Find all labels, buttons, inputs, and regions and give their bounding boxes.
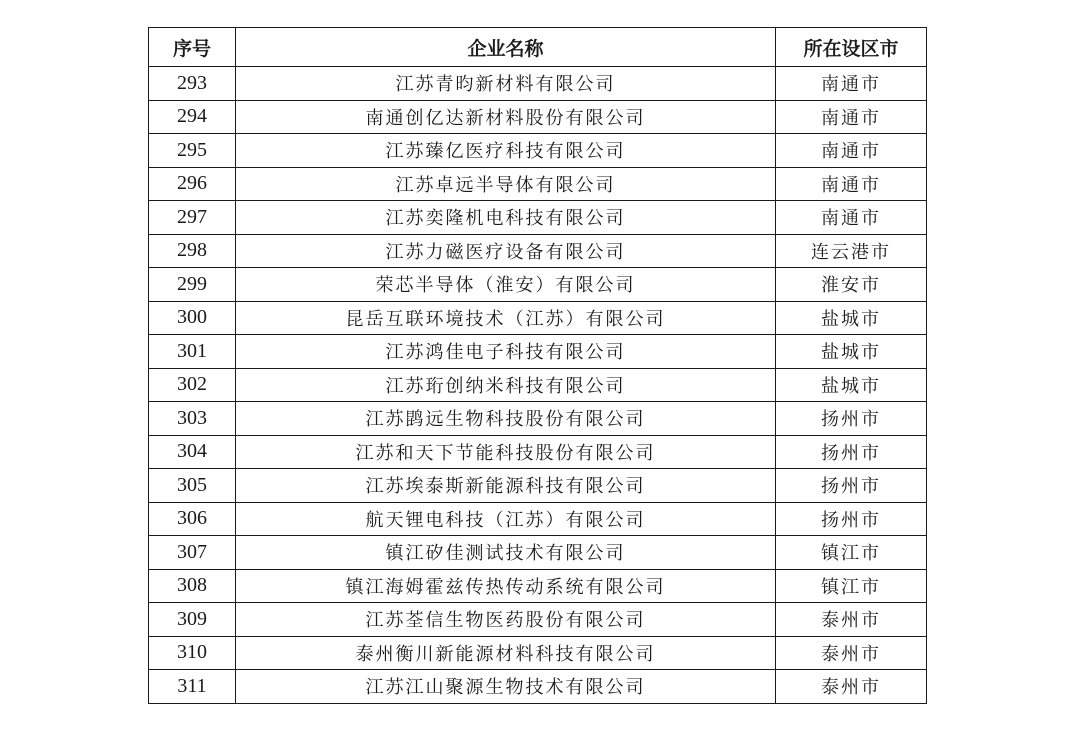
- cell-city: 盐城市: [776, 335, 927, 369]
- cell-city: 镇江市: [776, 569, 927, 603]
- table-row: [149, 502, 927, 536]
- cell-city: 南通市: [776, 167, 927, 201]
- cell-city: 南通市: [776, 67, 927, 101]
- table-row: [149, 134, 927, 168]
- table-row: [149, 670, 927, 704]
- cell-city: 镇江市: [776, 536, 927, 570]
- cell-no: 301: [149, 335, 236, 369]
- cell-no: 295: [149, 134, 236, 168]
- cell-no: 299: [149, 268, 236, 302]
- table-row: [149, 569, 927, 603]
- cell-no: 300: [149, 301, 236, 335]
- cell-city: 泰州市: [776, 636, 927, 670]
- cell-company: 昆岳互联环境技术（江苏）有限公司: [236, 301, 776, 335]
- cell-company: 江苏荃信生物医药股份有限公司: [236, 603, 776, 637]
- cell-company: 泰州衡川新能源材料科技有限公司: [236, 636, 776, 670]
- cell-no: 296: [149, 167, 236, 201]
- cell-city: 南通市: [776, 134, 927, 168]
- cell-company: 江苏奕隆机电科技有限公司: [236, 201, 776, 235]
- table-row: [149, 636, 927, 670]
- cell-company: 荣芯半导体（淮安）有限公司: [236, 268, 776, 302]
- company-table: [148, 27, 927, 704]
- cell-city: 南通市: [776, 201, 927, 235]
- cell-city: 盐城市: [776, 301, 927, 335]
- cell-company: 江苏珩创纳米科技有限公司: [236, 368, 776, 402]
- cell-city: 连云港市: [776, 234, 927, 268]
- table-row: [149, 100, 927, 134]
- cell-no: 303: [149, 402, 236, 436]
- table-row: [149, 536, 927, 570]
- cell-no: 302: [149, 368, 236, 402]
- table-header-row: [149, 28, 927, 67]
- cell-city: 扬州市: [776, 469, 927, 503]
- cell-city: 扬州市: [776, 502, 927, 536]
- table-row: [149, 201, 927, 235]
- header-city: 所在设区市: [776, 28, 927, 67]
- cell-company: 江苏力磁医疗设备有限公司: [236, 234, 776, 268]
- cell-no: 305: [149, 469, 236, 503]
- table-row: [149, 469, 927, 503]
- cell-no: 298: [149, 234, 236, 268]
- cell-no: 309: [149, 603, 236, 637]
- cell-city: 扬州市: [776, 402, 927, 436]
- cell-no: 293: [149, 67, 236, 101]
- table-row: [149, 335, 927, 369]
- cell-company: 江苏臻亿医疗科技有限公司: [236, 134, 776, 168]
- table-row: [149, 67, 927, 101]
- table-row: [149, 435, 927, 469]
- table-row: [149, 301, 927, 335]
- cell-city: 淮安市: [776, 268, 927, 302]
- cell-no: 310: [149, 636, 236, 670]
- cell-no: 308: [149, 569, 236, 603]
- cell-company: 江苏埃泰斯新能源科技有限公司: [236, 469, 776, 503]
- cell-company: 江苏卓远半导体有限公司: [236, 167, 776, 201]
- header-company: 企业名称: [236, 28, 776, 67]
- table-row: [149, 234, 927, 268]
- cell-company: 南通创亿达新材料股份有限公司: [236, 100, 776, 134]
- cell-city: 泰州市: [776, 603, 927, 637]
- header-no: 序号: [149, 28, 236, 67]
- cell-company: 江苏江山聚源生物技术有限公司: [236, 670, 776, 704]
- cell-no: 297: [149, 201, 236, 235]
- cell-company: 江苏青昀新材料有限公司: [236, 67, 776, 101]
- cell-no: 306: [149, 502, 236, 536]
- cell-company: 镇江海姆霍兹传热传动系统有限公司: [236, 569, 776, 603]
- cell-city: 扬州市: [776, 435, 927, 469]
- cell-company: 江苏和天下节能科技股份有限公司: [236, 435, 776, 469]
- cell-company: 江苏鹍远生物科技股份有限公司: [236, 402, 776, 436]
- cell-city: 南通市: [776, 100, 927, 134]
- cell-company: 江苏鸿佳电子科技有限公司: [236, 335, 776, 369]
- table-row: [149, 167, 927, 201]
- table-row: [149, 402, 927, 436]
- cell-city: 盐城市: [776, 368, 927, 402]
- table-row: [149, 603, 927, 637]
- cell-company: 航天锂电科技（江苏）有限公司: [236, 502, 776, 536]
- cell-city: 泰州市: [776, 670, 927, 704]
- cell-no: 304: [149, 435, 236, 469]
- cell-company: 镇江矽佳测试技术有限公司: [236, 536, 776, 570]
- cell-no: 307: [149, 536, 236, 570]
- table-row: [149, 368, 927, 402]
- table-row: [149, 268, 927, 302]
- cell-no: 311: [149, 670, 236, 704]
- cell-no: 294: [149, 100, 236, 134]
